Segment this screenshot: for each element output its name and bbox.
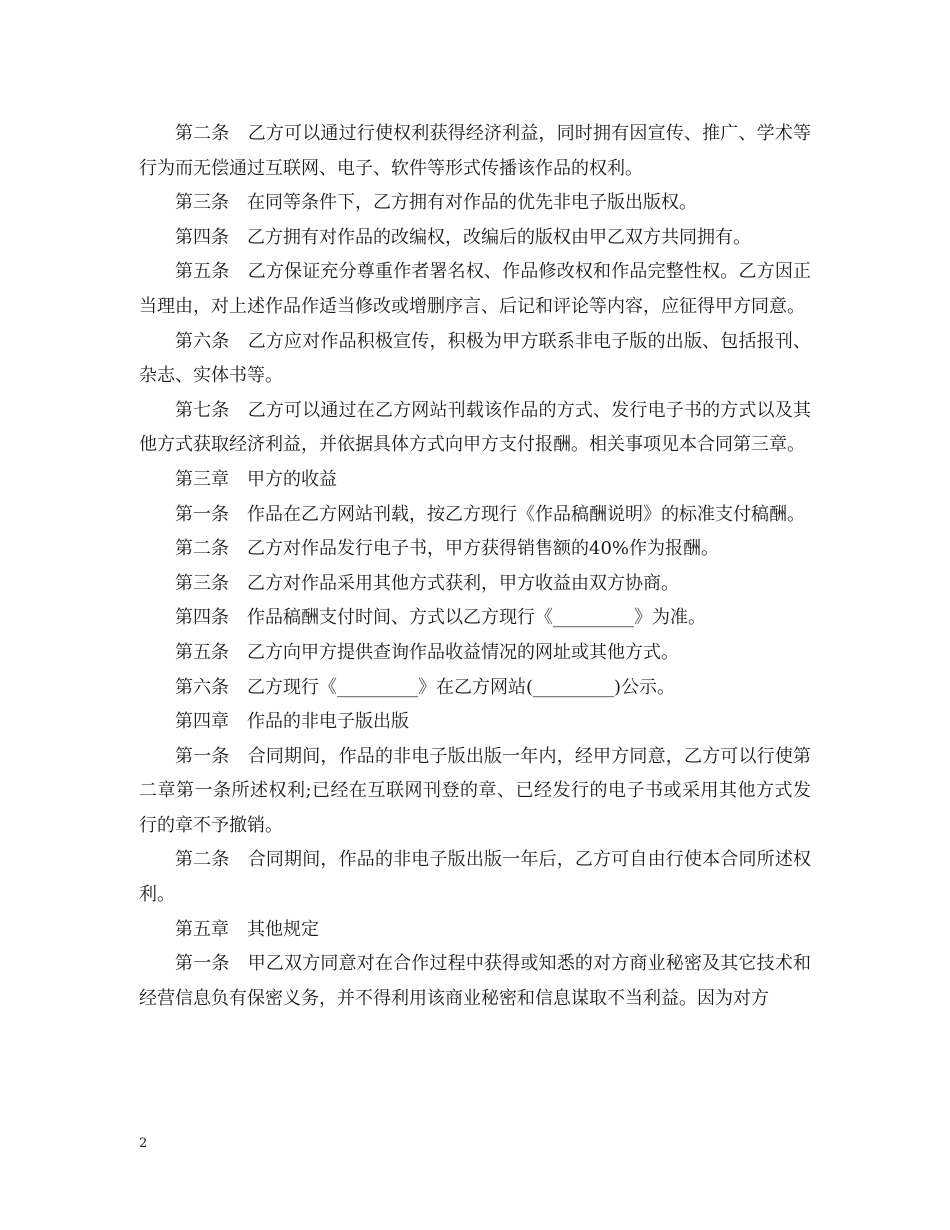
ch3-article-2-ebook-share: 第二条 乙方对作品发行电子书，甲方获得销售额的40%作为报酬。: [175, 538, 720, 560]
ch3-article-1-royalty: 第一条 作品在乙方网站刊载，按乙方现行《作品稿酬说明》的标准支付稿酬。: [175, 503, 805, 525]
document-body: [139, 117, 811, 1016]
ch3-article-3-other-income: 第三条 乙方对作品采用其他方式获利，甲方收益由双方协商。: [175, 572, 679, 594]
article-3-priority-publishing: 第三条 在同等条件下，乙方拥有对作品的优先非电子版出版权。: [175, 192, 697, 214]
article-5-author-rights: 第五条 乙方保证充分尊重作者署名权、作品修改权和作品完整性权。乙方因正当理由，对上述作品作适当修改或增删序言、后记和评论等内容，应征得甲方同意。: [139, 261, 811, 317]
article-2-rights-benefit: 第二条 乙方可以通过行使权利获得经济利益，同时拥有因宣传、推广、学术等行为而无偿通过互联网、电子、软件等形式传播该作品的权利。: [139, 123, 811, 179]
article-4-adaptation-right: 第四条 乙方拥有对作品的改编权，改编后的版权由甲乙双方共同拥有。: [175, 226, 751, 248]
chapter-4-heading: 第四章 作品的非电子版出版: [175, 711, 409, 733]
page-number: 2: [139, 1136, 148, 1151]
ch3-article-5-income-query: 第五条 乙方向甲方提供查询作品收益情况的网址或其他方式。: [175, 641, 679, 663]
ch3-article-4-payment-terms: 第四条 作品稿酬支付时间、方式以乙方现行《_________》为准。: [175, 607, 706, 629]
ch4-article-1-within-year: 第一条 合同期间，作品的非电子版出版一年内，经甲方同意，乙方可以行使第二章第一条所述权利;已经在互联网刊登的章、已经发行的电子书或采用其他方式发行的章不予撤销。: [139, 745, 811, 836]
ch5-article-1-confidentiality: 第一条 甲乙双方同意对在合作过程中获得或知悉的对方商业秘密及其它技术和经营信息负有保密义务，并不得利用该商业秘密和信息谋取不当利益。因为对方: [139, 953, 811, 1009]
chapter-3-heading: 第三章 甲方的收益: [175, 468, 337, 490]
ch4-article-2-after-year: 第二条 合同期间，作品的非电子版出版一年后，乙方可自由行使本合同所述权利。: [139, 849, 811, 906]
article-6-promotion: 第六条 乙方应对作品积极宣传，积极为甲方联系非电子版的出版、包括报刊、杂志、实体书等。: [139, 330, 811, 387]
ch3-article-6-public-notice: 第六条 乙方现行《_________》在乙方网站(_________)公示。: [175, 676, 676, 698]
article-7-economic-benefit: 第七条 乙方可以通过在乙方网站刊载该作品的方式、发行电子书的方式以及其他方式获取经济利益，并依据具体方式向甲方支付报酬。相关事项见本合同第三章。: [139, 399, 811, 456]
chapter-5-heading: 第五章 其他规定: [175, 918, 319, 940]
